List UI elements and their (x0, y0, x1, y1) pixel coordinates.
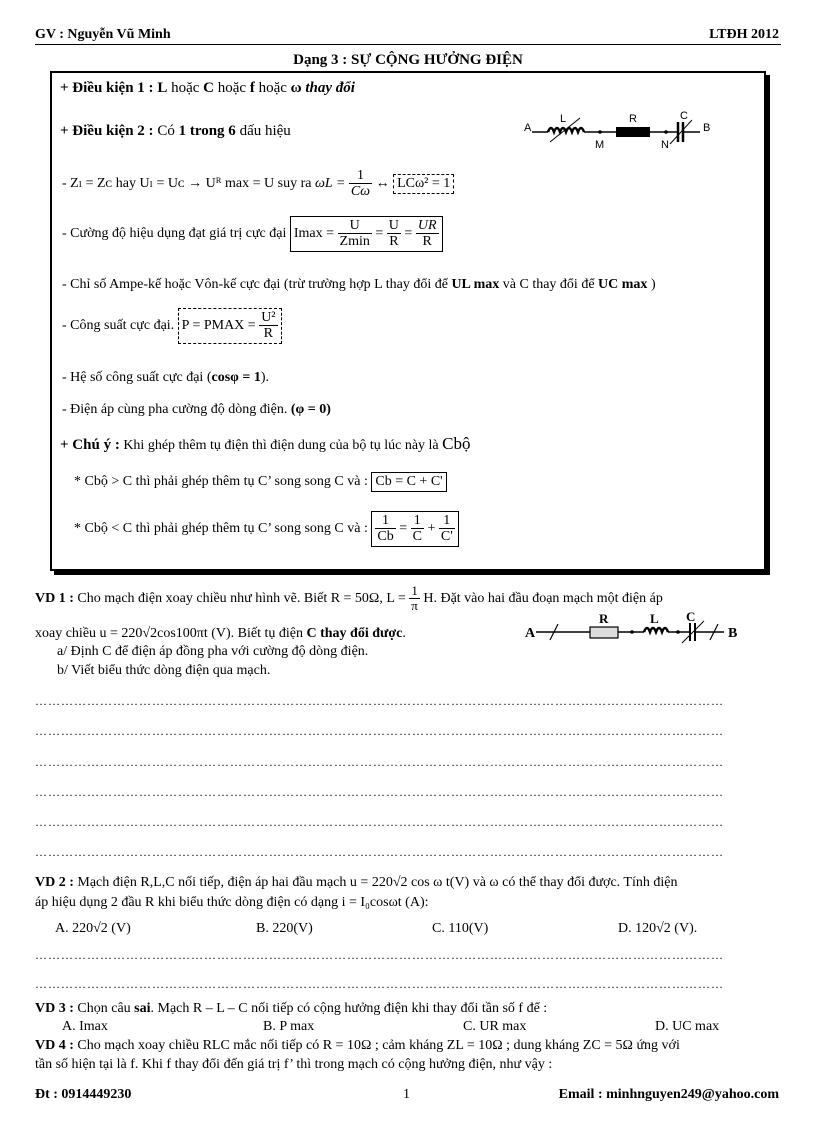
vd2-option-c: C. 110(V) (432, 921, 489, 936)
answer-line: …………………………………………………………………………………………………………………………………………… (35, 726, 724, 736)
answer-line: …………………………………………………………………………………………………………………………………………… (35, 787, 724, 797)
header-left: GV : Nguyễn Vũ Minh (35, 27, 171, 42)
sign-4: - Công suất cực đại. P = PMAX = $\frac{\text{U²}}{R}$ (62, 308, 282, 344)
note-case-2: * Cbộ < C thì phải ghép thêm tụ C’ song song C và : $\frac{1}{Cb}$ = $\frac{1}{C}$ + $\frac{1}{C'}$ (74, 511, 459, 547)
vd2-option-b: B. 220(V) (256, 921, 313, 936)
condition-1: + Điều kiện 1 : L hoặc C hoặc f hoặc ω thay đổi (60, 80, 355, 96)
footer-page-number: 1 (403, 1087, 410, 1102)
condition-2: + Điều kiện 2 : Có 1 trong 6 dấu hiệu (60, 123, 291, 139)
resistor-icon (590, 627, 618, 638)
vd1-part-a: a/ Định C để điện áp đồng pha với cường độ dòng điện. (57, 644, 369, 659)
page-title: Dạng 3 : SỰ CỘNG HƯỞNG ĐIỆN (293, 52, 523, 68)
footer-email: Email : minhnguyen249@yahoo.com (558, 1087, 779, 1102)
answer-line: …………………………………………………………………………………………………………………………………………… (35, 757, 724, 767)
answer-line: …………………………………………………………………………………………………………………………………………… (35, 950, 724, 960)
vd2-line2: áp hiệu dụng 2 đầu R khi biểu thức dòng điện có dạng i = I₀cosωt (A): (35, 895, 429, 910)
vd2-option-d: D. 120√2 (V). (618, 921, 698, 936)
circuit-diagram-1 (520, 108, 730, 154)
vd3-option-d: D. UC max (655, 1019, 720, 1034)
vd4-line1: VD 4 : Cho mạch xoay chiều RLC mắc nối tiếp có R = 10Ω ; cảm kháng ZL = 10Ω ; dung kháng ZC = 5Ω ứng với (35, 1038, 680, 1053)
sign-1: - Zₗ = Zᴄ hay Uₗ = Uᴄ → Uᴿ max = U suy ra ωL = $\frac{1}{C\omega}$ ↔ LCω² = 1 (62, 168, 454, 200)
note: + Chú ý : Khi ghép thêm tụ điện thì điện dung của bộ tụ lúc này là Cbộ (60, 434, 471, 453)
answer-line: …………………………………………………………………………………………………………………………………………… (35, 696, 724, 706)
svg-text:L: L (560, 113, 567, 125)
sign-5: - Hệ số công suất cực đại (cosφ = 1). (62, 370, 270, 385)
vd2-line1: VD 2 : Mạch điện R,L,C nối tiếp, điện áp hai đầu mạch u = 220√2 cos ω t(V) và ω có thể thay đổi được. Tính điện (35, 875, 678, 890)
sign-2: - Cường độ hiệu dụng đạt giá trị cực đại Imax = $\frac{U}{Zmin}$ = $\frac{U}{R}$ = $\frac{UR}{R}$ (62, 216, 443, 252)
svg-text:C: C (680, 110, 688, 122)
answer-line: …………………………………………………………………………………………………………………………………………… (35, 847, 724, 857)
sign-3: - Chỉ số Ampe-kế hoặc Vôn-kế cực đại (trừ trường hợp L thay đổi để UL max và C thay đổi để UC max ) (62, 277, 656, 292)
note-case-1: * Cbộ > C thì phải ghép thêm tụ C’ song song C và : Cb = C + C' (74, 472, 447, 492)
svg-text:M: M (595, 139, 605, 151)
circuit-diagram-2 (522, 612, 752, 648)
footer-phone: Đt : 0914449230 (35, 1087, 132, 1102)
sign-6: - Điện áp cùng pha cường độ dòng điện. (φ = 0) (62, 402, 331, 417)
inductor-icon (644, 628, 668, 632)
vd3-option-c: C. UR max (463, 1019, 527, 1034)
circuit-label-a: A (524, 122, 532, 134)
vd1-line1: VD 1 : Cho mạch điện xoay chiều như hình vẽ. Biết R = 50Ω, L = $\frac{1}{\pi}$ H. Đặt vào hai đầu đoạn mạch một điện áp (35, 583, 663, 614)
svg-text:L: L (650, 612, 659, 626)
header-rule (35, 44, 781, 45)
vd3-question: VD 3 : Chọn câu sai. Mạch R – L – C nối tiếp có cộng hưởng điện khi thay đổi tần số f để : (35, 1001, 548, 1016)
vd1-part-b: b/ Viết biểu thức dòng điện qua mạch. (57, 663, 271, 678)
vd2-option-a: A. 220√2 (V) (55, 921, 131, 936)
svg-text:N: N (661, 139, 669, 151)
vd3-option-b: B. P max (263, 1019, 315, 1034)
vd4-line2: tần số hiện tại là f. Khi f thay đổi đến giá trị f’ thì trong mạch có cộng hưởng điện, như vậy : (35, 1057, 553, 1072)
answer-line: …………………………………………………………………………………………………………………………………………… (35, 817, 724, 827)
svg-text:A: A (525, 626, 536, 641)
svg-text:B: B (728, 626, 738, 641)
answer-line: …………………………………………………………………………………………………………………………………………… (35, 979, 724, 989)
svg-text:R: R (599, 612, 609, 626)
vd1-line2: xoay chiều u = 220√2cos100πt (V). Biết tụ điện C thay đổi được. (35, 626, 406, 641)
svg-text:B: B (703, 122, 711, 134)
svg-text:R: R (629, 113, 637, 125)
vd3-option-a: A. Imax (62, 1019, 108, 1034)
header-right: LTĐH 2012 (709, 27, 779, 42)
svg-text:C: C (686, 612, 696, 624)
resistor-icon (616, 127, 650, 137)
